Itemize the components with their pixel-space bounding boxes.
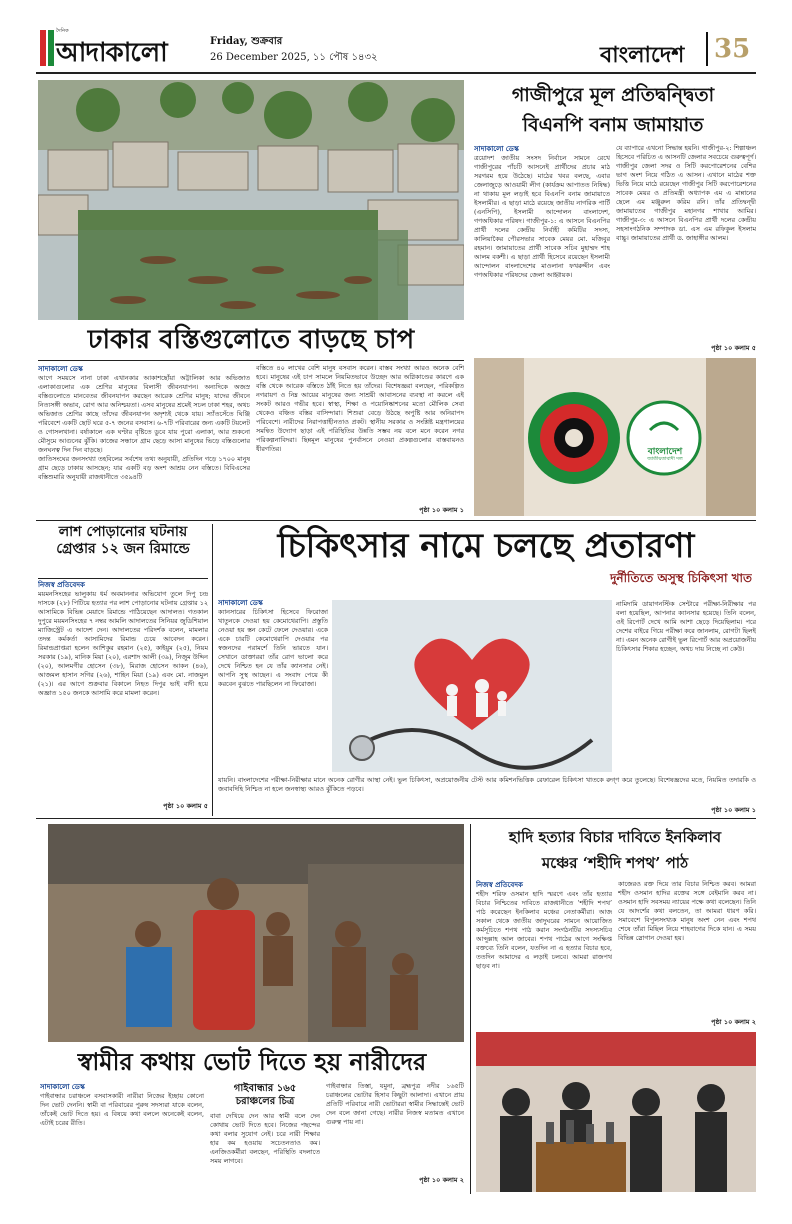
gazipur-text-1: ত্রয়োদশ জাতীয় সংসদ নির্বাচন সামনে রেখে গাজীপুরের পাঁচটি আসনেই প্রার্থীদের প্রচার মাঠ সরগরম হয়ে উঠেছে। মাঠের খবর বলছে, এবার জেলাজুড়ে আওয়ামী লীগ (কার্যক্রম আপাতত নিষিদ্ধ) না থাকায় মূল লড়াই হবে বিএনপি বনাম জামায়াতে ইসলামীর। এ ছাড়া মাঠে রয়েছে জাতীয় নাগরিক পার্টি (এনসিপি), ইসলামী আন্দোলন বাংলাদেশ, গণঅধিকার পরিষদ। গাজীপুর-১: এ আসনে বিএনপির প্রার্থী দলের কেন্দ্রীয় নির্বাহী কমিটির সদস্য, কালিয়াকৈর পৌরসভার সাবেক মেয়র মো. মজিবুর রহমান। জামায়াতের প্রার্থী সাবেক সচিব মুহাম্মদ শাহ আলম বকশী। এ ছাড়া প্রার্থী হিসেবে রয়েছেন ইসলামী আন্দোলন বাংলাদেশের মাওলানা ফখরুদ্দীন এবং গণঅধিকার পরিষদের জেলা আহ্বায়ক। [474, 154, 610, 279]
slum-text-1b: জাতিসংঘের জনসংখ্যা তহবিলের সর্বশেষ তথ্য অনুযায়ী, প্রতিদিন গড়ে ১৭০০ মানুষ গ্রাম ছেড়ে ঢাকায় আসছেন; যার একটি বড় অংশ আশ্রয় নেন বস্তিতে। বিবিএসের বস্তিশুমারি অনুযায়ী রাজধানীতে ৩৫৯৪টি [38, 455, 250, 481]
vote-column-2 [210, 1112, 320, 1176]
gazipur-text-2: যে ব্যাপারে এখনো সিদ্ধান্ত হয়নি। গাজীপুর-২: শিল্পাঞ্চল হিসেবে পরিচিত এ আসনটি জেলার সবচেয়ে গুরুত্বপূর্ণ। গাজীপুর জেলা সদর ও সিটি করপোরেশনের বেশির ভাগ অংশ নিয়ে গঠিত এ আসন। এখানে মাঠের শক্ত ভিত্তি নিয়ে মাঠে রয়েছেন গাজীপুর সিটি করপোরেশনের সাবেক মেয়র ও প্রতিমন্ত্রী অধ্যাপক এম এ মান্নানের ছেলে এম মঞ্জুরুল করিম রনি। তাঁর প্রতিদ্বন্দ্বী জামায়াতের গাজীপুর মহানগর শাখার আমির। গাজীপুর-৩: এ আসনে বিএনপির প্রার্থী দলের কেন্দ্রীয় সহসাংগঠনিক সম্পাদক ডা. এস এম রফিকুল ইসলাম বাচ্চু। জামায়াতের প্রার্থী ড. জাহাঙ্গীর আলম। [616, 144, 756, 242]
oath-text-1: শহীদ শরিফ ওসমান হাদি স্মরণে এবং তাঁর হত্যার বিচার নিশ্চিতের দাবিতে রাজধানীতে ‘শহীদি শপথ’ পাঠ করেছেন ইনকিলাব মঞ্চের নেতাকর্মীরা। আজ সকাল থেকে জাতীয় জাদুঘরের সামনে আয়োজিত কর্মসূচিতে শপথ পাঠ করান সংগঠনটির সদস্যসচিব আব্দুল্লাহ আল জাবের। শপথ পাঠের আগে সংক্ষিপ্ত বক্তব্যে তিনি বলেন, যতদিন না এ হত্যার বিচার হবে, ততদিন আমাদের এ লড়াই চলবে। আমরা রাজপথ ছাড়ব না। [476, 890, 612, 970]
oath-continued[interactable]: পৃষ্ঠা ১০ কলাম ২ [711, 1018, 756, 1026]
masthead-rule [36, 72, 756, 74]
gazipur-column-2 [616, 144, 756, 344]
vote-text-1: গাইবান্ধার চরাঞ্চলে বসবাসকারী নারীরা নিজের ইচ্ছায় কোনো দিন ভোট দেননি। স্বামী বা পরিবারের পুরুষ সদস্যরা যাকে বলেন, তাঁকেই ভোট দিতে হয়। এ বিষয়ে কথা বললে অনেকেই বলেন, এটাই চরের রীতি। [40, 1092, 204, 1127]
gazipur-column-1 [474, 144, 610, 352]
oath-headline-1[interactable]: হাদি হত্যার বিচার দাবিতে ইনকিলাব [508, 828, 722, 846]
medical-photo[interactable] [332, 600, 612, 772]
slum-column-2 [256, 364, 464, 506]
gazipur-continued[interactable]: পৃষ্ঠা ১০ কলাম ৫ [711, 344, 756, 352]
slum-text-2: বস্তিতে ৪০ লাখের বেশি মানুষ বসবাস করেন। বাস্তব সংখ্যা আরও অনেক বেশি হবে। মানুষের এই চাপ সামলে নিয়মিতভাবে উচ্ছেদ আর অগ্নিকাণ্ডের কারণে এক বস্তি থেকে আরেক বস্তিতে ঠাঁই নিতে হয় তাঁদের। বিশেষজ্ঞরা বলছেন, পরিকল্পিত নগরায়ণ ও নিম্ন আয়ের মানুষের জন্য সাশ্রয়ী আবাসনের ব্যবস্থা না করলে এই সংকট আরও গভীর হবে। স্বাস্থ্য, শিক্ষা ও পয়োনিষ্কাশনের মতো মৌলিক সেবা থেকেও বঞ্চিত বস্তির বাসিন্দারা। শিশুরা বেড়ে উঠছে অপুষ্টি আর অনিরাপদ পরিবেশে। নারীদের নিরাপত্তাহীনতাও প্রকট। স্থানীয় সরকার ও সংশ্লিষ্ট মন্ত্রণালয়ের সমন্বিত উদ্যোগ ছাড়া এই পরিস্থিতির উন্নতি সম্ভব নয় বলে মনে করেন নগর পরিকল্পনাবিদরা। ছিন্নমূল মানুষের পুনর্বাসনে নেওয়া প্রকল্পগুলোর বাস্তবায়নও ধীরগতির। [256, 364, 464, 453]
arrest-continued[interactable]: পৃষ্ঠা ১০ কলাম ৫ [163, 802, 208, 810]
medical-headline[interactable]: চিকিৎসার নামে চলছে প্রতারণা [277, 526, 695, 566]
slum-illustration [38, 80, 464, 320]
logo-green-bar [48, 30, 54, 66]
medical-byline: সাদাকালো ডেস্ক [218, 599, 263, 607]
newspaper-logo[interactable] [40, 28, 205, 68]
arrest-text: ময়মনসিংহের ভালুকায় ধর্ম অবমাননার অভিযোগ তুলে দিপু চন্দ্র দাসকে (২৮) পিটিয়ে হত্যার পর লাশ পোড়ানোর ঘটনায় গ্রেপ্তার ১২ আসামিকে বিভিন্ন মেয়াদে রিমান্ডে পাঠিয়েছেন আদালত। গতকাল দুপুরে ময়মনসিংহের ৭ নম্বর আমলি আদালতের সিনিয়র জুডিশিয়াল ম্যাজিস্ট্রেট এ আদেশ দেন। আদালতের পরিদর্শক বলেন, মামলার তদন্ত কর্মকর্তা আসামিদের রিমান্ড চেয়ে আবেদন করেন। রিমান্ডপ্রাপ্তরা হলেন আশিকুর রহমান (২৫), কাইয়ুম (২৫), নিয়ম সরকার (১৯), মানিক মিয়া (২০), এরশাদ আলী (৩৯), নিজুম উদ্দিন (২০), আলমগীর হোসেন (৩৮), মিরাজ হোসেন আকন (৪৬), আজমল হাসান সগির (২৬), শাহিন মিয়া (১৯) এবং মো. নাজমুল (২১)। এর আগে শুক্রবার বিকালে নিহত দিপুর ভাই বাদী হয়ে অজ্ঞাত ১৫০ জনকে আসামি করে মামলা করেন। [38, 590, 208, 697]
oath-byline: নিজস্ব প্রতিবেদক [476, 881, 523, 889]
family-illustration [48, 824, 464, 1042]
section-title: বাংলাদেশ [600, 42, 685, 68]
vote-sidehead-1: গাইবান্ধার ১৬৫ [233, 1083, 297, 1094]
gazipur-headline-1[interactable]: গাজীপুরে মূল প্রতিদ্বন্দ্বিতা [511, 84, 715, 106]
gazipur-headline-2[interactable]: বিএনপি বনাম জামায়াত [522, 114, 704, 136]
oath-rally-photo[interactable] [476, 1032, 756, 1192]
rally-illustration [476, 1032, 756, 1192]
top-section-rule [36, 520, 756, 521]
vote-text-3: গাইবান্ধার তিস্তা, যমুনা, ব্রহ্মপুত্র নদীর ১৬৫টি চরাঞ্চলের ভোটার হিসাব কিছুটা আলাদা। এখানে প্রায় প্রতিটি পরিবারে নারী ভোটাররা স্বামীর সিদ্ধান্তেই ভোট দেন বলে জানা গেছে। নারীর নিজস্ব মতামত এখানে গুরুত্ব পায় না। [326, 1082, 464, 1126]
slum-photo[interactable] [38, 80, 464, 320]
arrest-divider [212, 524, 213, 816]
bottom-divider [470, 824, 471, 1194]
logo-text: আদাকালো [56, 38, 167, 68]
arrest-rule [38, 578, 208, 579]
oath-column-1 [476, 880, 612, 1024]
slum-text-1: আগে সময়সে নানা ঢাকা এখানকার আকাশছোঁয়া অট্টালিকা আর অভিজাত এলাকাগুলোর এক শ্রেণির মানুষের বিলাসী জীবনযাপন। অন্যদিকে অজস্র বস্তিগুলোতে মানবেতর জীবনযাপন করছেন আরেক শ্রেণির মানুষ; যাদের জীবনে নিত্যসঙ্গী অভাব, রোগ আর অনিশ্চয়তা। এসব মানুষের শ্রমেই সচল ঢাকা শহর, অথচ অভিজাত শ্রেণির কাছে তাঁদের জীবনযাপন অদৃশ্যই থেকে যায়। স্যাঁতসেঁতে ঘিঞ্জি পরিবেশে একটি ছোট ঘরে ৫-৭ জনের বসবাস। ৬-৭টি পরিবারের জন্য একটি টয়লেট ও গোসলখানা। বর্ষাকালে এক ঘণ্টার বৃষ্টিতে ডুবে যায় পুরো এলাকা, আর শুকনো মৌসুমে আগুনের ঝুঁকি। কাজের সন্ধানে গ্রাম ছেড়ে আসা মানুষের ভিড়ে বস্তিগুলোর জনঘনত্ব দিন দিন বাড়ছে। [38, 374, 250, 454]
arrest-column [38, 580, 208, 800]
slum-continued[interactable]: পৃষ্ঠা ১০ কলাম ১ [419, 506, 464, 514]
logo-red-bar [40, 30, 46, 66]
vote-text-2: বাবা দেখিয়ে দেন আর স্বামী বলে দেন কোথায় ভোট দিতে হবে। নিজের পছন্দের কথা বলার সুযোগ নেই। চরে নারী শিক্ষার হার কম হওয়ায় সচেতনতাও কম। এনজিওকর্মীরা বলছেন, পরিস্থিতি বদলাতে সময় লাগবে। [210, 1112, 320, 1165]
mid-section-rule [36, 818, 756, 819]
stethoscope-heart-illustration [332, 600, 612, 772]
family-photo[interactable] [48, 824, 464, 1042]
medical-bottom-text-block [218, 776, 756, 804]
vote-byline: সাদাকালো ডেস্ক [40, 1083, 85, 1091]
arrest-byline: নিজস্ব প্রতিবেদক [38, 581, 85, 589]
medical-column-1 [218, 598, 328, 774]
logo-prefix: দৈনিক [56, 28, 69, 34]
oath-column-2 [618, 880, 756, 1016]
medical-column-2 [616, 600, 756, 774]
party-logos-illustration [474, 358, 756, 516]
medical-text-2: নামিদামি ডায়াগনস্টিক সেন্টারে পরীক্ষা-নিরীক্ষার পর বলা হয়েছিল, আপনার ক্যানসার হয়েছে। তিনি বলেন, ওই রিপোর্ট দেখে আমি আশা ছেড়ে দিয়েছিলাম। পরে দেশের বাইরে গিয়ে পরীক্ষা করে জানলাম, রোগটা ছিলই না। এমন অনেক রোগীই ভুল রিপোর্ট আর অপ্রয়োজনীয় চিকিৎসার শিকার হচ্ছেন, অথচ দায় নিচ্ছে না কেউ। [616, 600, 756, 653]
arrest-headline[interactable]: লাশ পোড়ানোর ঘটনায় গ্রেপ্তার ১২ জন রিমান্ডে [56, 524, 190, 557]
issue-date: 26 December 2025, ১১ পৌষ ১৪৩২ [210, 52, 378, 63]
medical-text-bottom: যায়নি। বাংলাদেশের পরীক্ষা-নিরীক্ষার মানে অনেক রোগীর আস্থা নেই। ভুল চিকিৎসা, অপ্রয়োজনীয় টেস্ট আর কমিশনভিত্তিক রেফারেল চিকিৎসা খাতকে রুগ্ণ করে তুলেছে। বিশেষজ্ঞদের মতে, নিয়মিত তদারকি ও জবাবদিহি নিশ্চিত না হলে জনস্বাস্থ্য আরও ঝুঁকিতে পড়বে। [218, 776, 756, 793]
gazipur-byline: সাদাকালো ডেস্ক [474, 145, 519, 153]
slum-column-1 [38, 364, 250, 516]
slum-headline[interactable]: ঢাকার বস্তিগুলোতে বাড়ছে চাপ [87, 325, 415, 355]
vote-column-1 [40, 1082, 204, 1182]
vote-sidehead [210, 1082, 320, 1110]
issue-day: Friday, শুক্রবার [210, 36, 283, 47]
vote-headline[interactable]: স্বামীর কথায় ভোট দিতে হয় নারীদের [77, 1047, 427, 1076]
party-logos-photo[interactable] [474, 358, 756, 516]
badge-sub: জাতীয়তাবাদী দল [647, 456, 683, 462]
vote-sidehead-2: চরাঞ্চলের চিত্র [235, 1096, 295, 1107]
slum-rule [38, 360, 464, 361]
medical-subhead: দুর্নীতিতে অসুস্থ চিকিৎসা খাত [610, 571, 752, 585]
oath-text-2: কাজেরও রক্ত দিয়ে তার বিচার নিশ্চিত করব। আমরা শহীদ ওসমান হাদির রক্তের সঙ্গে বেইমানি করব না। ওসমান হাদি সবসময় ন্যায়ের পক্ষে কথা বলেছেন। তিনি যে আদর্শের কথা বলতেন, তা আমরা ধারণ করি। সমাবেশে বিপুলসংখ্যক মানুষ অংশ নেন এবং শপথ শেষে তাঁরা মিছিল নিয়ে শাহবাগের দিকে যান। এ সময় বিভিন্ন স্লোগান দেওয়া হয়। [618, 880, 756, 942]
vote-column-3 [326, 1082, 464, 1174]
vote-continued[interactable]: পৃষ্ঠা ১০ কলাম ২ [419, 1176, 464, 1184]
oath-headline-2[interactable]: মঞ্চের ‘শহীদি শপথ’ পাঠ [541, 854, 689, 872]
page-number: 35 [706, 32, 754, 66]
badge-name: বাংলাদেশ [647, 447, 683, 456]
medical-text-1: ক্যানসারের চিকিৎসা হিসেবে ফিরোজা খাতুনকে দেওয়া হয় কেমোথেরাপি। প্রস্তুতি নেওয়া হয় স্তন কেটে ফেলে দেওয়ার। একে একে চারটি কেমোথেরাপি দেওয়ার পর স্বজনদের পরামর্শে তিনি ভারতে যান। সেখানে ডাক্তাররা তাঁর রোগ ভালো করে দেখে নিশ্চিত হন যে তাঁর ক্যানসার নেই। আপনি সুস্থ আছেন। এ সংবাদ পেয়ে কী করবেন বুঝতে পারছিলেন না ফিরোজা। [218, 608, 328, 688]
slum-byline: সাদাকালো ডেস্ক [38, 365, 83, 373]
medical-continued[interactable]: পৃষ্ঠা ১০ কলাম ১ [711, 806, 756, 814]
